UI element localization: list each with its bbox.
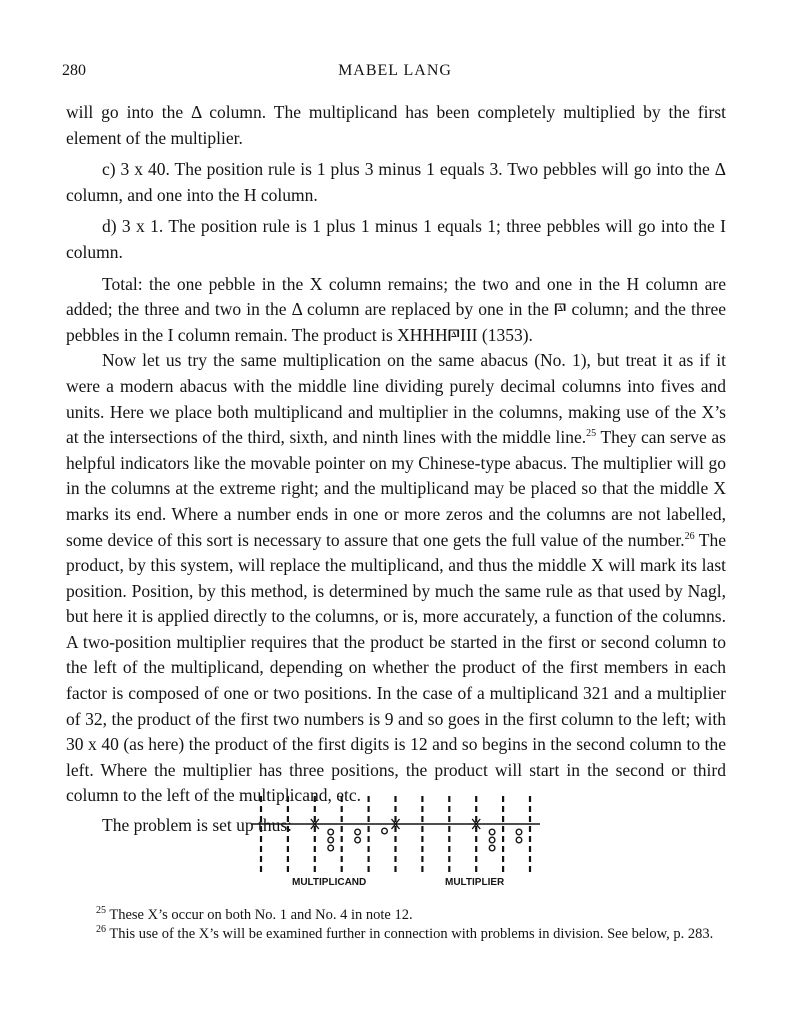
- footnote: [66, 925, 726, 944]
- abacus-pebble: [489, 829, 495, 835]
- multiplicand-label: MULTIPLICAND: [292, 877, 367, 888]
- footnote-number: 26: [96, 924, 106, 936]
- multiplier-label: MULTIPLIER: [445, 877, 505, 888]
- abacus-pebble: [516, 829, 522, 835]
- abacus-pebble: [516, 837, 522, 843]
- abacus-pebble: [328, 829, 334, 835]
- footnote-ref: 26: [684, 530, 695, 542]
- abacus-pebble: [382, 828, 388, 834]
- abacus-pebble: [328, 837, 334, 843]
- abacus-pebble: [355, 829, 361, 835]
- footnote: [66, 906, 726, 925]
- abacus-pebble: [489, 845, 495, 851]
- footnote-text: This use of the X’s will be examined further in connection with problems in division. See below, p. 283.: [109, 926, 714, 942]
- abacus-column-lines: [261, 796, 530, 876]
- footnote-text: These X’s occur on both No. 1 and No. 4 in note 12.: [109, 907, 413, 923]
- footnote-ref: 25: [586, 428, 597, 440]
- paragraph: d) 3 x 1. The position rule is 1 plus 1 minus 1 equals 1; three pebbles will go into the I column.: [66, 216, 726, 262]
- paragraph: c) 3 x 40. The position rule is 1 plus 3 minus 1 equals 3. Two pebbles will go into the Δ column, and one into the H column.: [66, 159, 726, 205]
- running-title: MABEL LANG: [338, 62, 452, 79]
- abacus-pebble: [489, 837, 495, 843]
- body-text: [66, 100, 726, 839]
- paragraph: [66, 348, 726, 809]
- paragraph-text: Now let us try the same multiplication on the same abacus (No. 1), but treat it as if it were a modern abacus with the middle line dividing purely decimal columns into fives and units. Here we place both multiplicand and multiplier in the columns, making use of the X’s at the intersections of the third, sixth, and ninth lines with the middle line.: [66, 350, 726, 448]
- page-number: 280: [62, 62, 86, 79]
- paragraph-text: The product, by this system, will replace the multiplicand, and thus the middle X will mark its last position. Position, by this method, is determined by much the same rule as that used by Nagl, but here it is applied directly to the columns, or is, more accurately, a function of the columns. A two-position multiplier requires that the product be started in the first or second column to the left of the multiplicand, depending on whether the product of the first members in each factor is composed of one or two positions. In the case of a multiplicand 321 and a multiplier of 32, the product of the first two numbers is 9 and so goes in the first column to the left; with 30 x 40 (as here) the product of the first digits is 12 and so begins in the second column to the left. Where the multiplier has three positions, the product will start in the second or third column to the left of the multiplicand, etc.: [66, 529, 726, 806]
- abacus-pebbles: [328, 828, 522, 851]
- abacus-pebble: [328, 845, 334, 851]
- footnotes: [66, 906, 726, 944]
- paragraph: will go into the Δ column. The multiplicand has been completely multiplied by the first element of the multiplier.: [66, 102, 726, 148]
- paragraph-text: They can serve as helpful indicators like the movable pointer on my Chinese-type abacus. The multiplier will go in the columns at the extreme right; and the multiplicand may be placed so that the middle X marks its end. Where a number ends in one or more zeros and the columns are not labelled, some device of this sort is necessary to assure that one gets the full value of the number.: [66, 427, 726, 550]
- abacus-figure: [252, 792, 542, 892]
- abacus-pebble: [355, 837, 361, 843]
- footnote-number: 25: [96, 905, 106, 917]
- paragraph: Total: the one pebble in the X column remains; the two and one in the H column are added; the three and two in the Δ column are replaced by one in the 𐅄 column; and the three pebbles in the I column remain. The product is XHHH𐅄III (1353).: [66, 273, 726, 345]
- paragraph: The problem is set up thus:: [102, 815, 293, 836]
- page-header: [62, 62, 728, 84]
